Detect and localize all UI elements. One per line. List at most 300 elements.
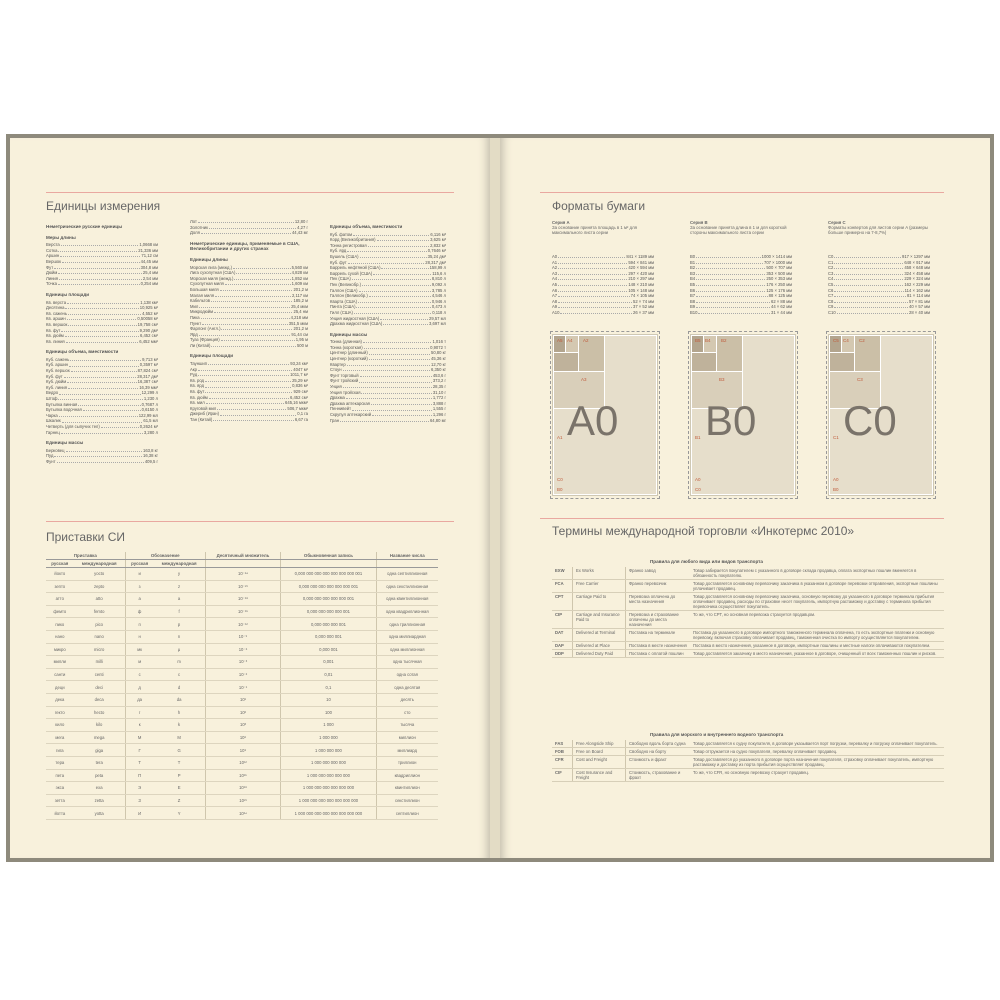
dot-leader — [558, 288, 627, 292]
dot-leader — [62, 418, 143, 422]
paper-size-label: C1 — [833, 435, 839, 440]
unit-name: A5 — [552, 281, 558, 287]
prefix-cell-rs: м — [125, 656, 153, 669]
unit-value: 163,8 кг — [142, 447, 158, 453]
paper-size-label: B0 — [833, 487, 839, 492]
prefix-cell-name: десять — [376, 693, 438, 706]
dot-leader — [64, 374, 137, 378]
unit-name: Кварта (США) — [330, 298, 357, 304]
dot-leader — [347, 248, 427, 252]
dot-leader — [209, 225, 296, 229]
unit-name: B8 — [690, 298, 696, 304]
incoterm-row — [552, 629, 944, 642]
unit-name: Кв. линия — [46, 338, 65, 344]
dot-leader — [61, 328, 138, 332]
dot-leader — [67, 379, 137, 383]
prefix-cell-rs: а — [125, 593, 153, 606]
unit-value: 31 × 44 мм — [770, 309, 792, 315]
prefix-cell-intl: milli — [74, 656, 126, 669]
prefix-cell-m: 10¹⁸ — [205, 782, 281, 795]
paper-series-desc: За основание принята площадь в 1 м² для максимального листа серии — [552, 225, 637, 235]
unit-value: 4,546 л — [431, 293, 446, 299]
prefix-row — [46, 756, 438, 769]
prefix-cell-w: 0,000 000 000 001 — [281, 618, 376, 631]
paper-size-label: B5 — [695, 338, 701, 343]
dot-leader — [558, 299, 632, 303]
prefix-cell-m: 10⁻²¹ — [205, 580, 281, 593]
subheading: Единицы объема, вместимости — [330, 224, 403, 229]
prefix-cell-ru: зетта — [46, 794, 74, 807]
unit-name: Кв. фут — [46, 327, 61, 333]
unit-name: Фунт торговый — [330, 372, 359, 378]
incoterm-row — [552, 756, 944, 769]
unit-value: 324 × 458 мм — [904, 270, 930, 276]
unit-name: Кв. фут — [190, 389, 205, 395]
unit-name: Золотник — [190, 224, 208, 230]
unit-value: 62 × 88 мм — [770, 298, 792, 304]
prefix-cell-rs: и — [125, 568, 153, 581]
dot-leader — [377, 237, 430, 241]
paper-size-label: C0 — [695, 487, 701, 492]
subheading: Единицы площади — [46, 291, 90, 297]
unit-name: Ли (Китай) — [190, 342, 211, 348]
unit-value: 707 × 1000 мм — [764, 259, 792, 265]
unit-value: 409,5 г — [144, 458, 158, 464]
unit-name: C2 — [828, 265, 834, 271]
unit-name: B1 — [690, 259, 696, 265]
unit-name: A6 — [552, 287, 558, 293]
unit-name: C0 — [828, 254, 834, 259]
unit-name: Джериб (Иран) — [190, 411, 219, 417]
prefix-cell-ru: тера — [46, 756, 74, 769]
unit-name: Куб. линия — [46, 384, 68, 390]
paper-size-label: C0 — [557, 477, 563, 482]
unit-name: Микродюйм — [190, 309, 214, 315]
prefix-cell-rs: з — [125, 580, 153, 593]
unit-value: 3,280 л — [143, 429, 158, 435]
paper-size-label: A0 — [695, 477, 701, 482]
subheading: Единицы массы — [330, 331, 368, 337]
intl-subheader: международная — [74, 560, 126, 568]
unit-value: 4047 м² — [293, 366, 308, 372]
prefix-cell-rs: к — [125, 719, 153, 732]
unit-value: 25,4 мм — [142, 270, 158, 276]
shorthand-header: Обыкновенная запись — [281, 552, 376, 560]
prefix-row — [46, 568, 438, 581]
unit-name: Драхма жидкостная (США) — [330, 321, 383, 327]
dot-leader — [696, 282, 765, 286]
dot-leader — [78, 402, 140, 406]
dot-leader — [66, 448, 142, 452]
dot-leader — [198, 372, 289, 376]
incoterm-russian: Перевозка оплачена до места назначения — [626, 593, 691, 611]
unit-name: B9 — [690, 304, 696, 310]
prefix-cell-ru: микро — [46, 643, 74, 656]
unit-value: 3,888 г — [432, 400, 446, 406]
prefix-cell-m: 10⁻⁶ — [205, 643, 281, 656]
prefix-cell-w: 1 000 000 000 000 000 000 000 — [281, 794, 376, 807]
prefix-row — [46, 630, 438, 643]
unit-name: Куб. сажень — [46, 356, 70, 362]
unit-name: Куб. фут — [46, 373, 63, 379]
dot-leader — [834, 276, 903, 280]
unit-value: 148 × 210 мм — [628, 281, 654, 287]
paper-series-head — [828, 220, 932, 235]
incoterm-code: FCA — [552, 580, 573, 593]
prefix-row — [46, 731, 438, 744]
unit-name: Кв. ярд — [190, 383, 204, 389]
prefix-cell-rs: п — [125, 618, 153, 631]
dot-leader — [696, 254, 761, 258]
unit-value: 29,57 мл — [429, 315, 446, 321]
prefix-cell-m: 10¹² — [205, 756, 281, 769]
dot-leader — [834, 265, 903, 269]
unit-value: 6,67 га — [294, 417, 308, 422]
prefix-cell-w: 1 000 000 — [281, 731, 376, 744]
unit-value: 0,1 га — [297, 411, 308, 417]
intl-subheader: международная — [154, 560, 206, 568]
prefix-cell-intl: deci — [74, 681, 126, 694]
dot-leader — [65, 333, 139, 337]
unit-name: Штоф — [46, 396, 58, 402]
unit-name: Куб. вершок — [46, 368, 70, 374]
unit-name: Лот — [190, 219, 197, 224]
prefix-cell-w: 100 — [281, 706, 376, 719]
incoterm-english: Ex Works — [573, 567, 626, 580]
unit-name: A4 — [552, 276, 558, 282]
unit-value: 210 × 297 мм — [628, 276, 654, 282]
incoterm-russian: Стоимость, страхование и фрахт — [626, 769, 691, 782]
unit-value: 0,6150 л — [141, 407, 158, 413]
dot-leader — [205, 389, 292, 393]
prefix-row — [46, 580, 438, 593]
unit-value: 458 × 648 мм — [904, 265, 930, 271]
dot-leader — [698, 310, 770, 314]
unit-name: Большая миля — [190, 286, 219, 292]
unit-name: Стоун — [330, 367, 342, 373]
dot-leader — [70, 357, 141, 361]
prefix-cell-intl: exa — [74, 782, 126, 795]
incoterms-group1-heading: Правила для любого вида или видов транспорта — [650, 559, 763, 564]
prefix-cell-rs: И — [125, 807, 153, 820]
dot-leader — [834, 299, 908, 303]
subheading: Единицы массы — [46, 440, 84, 446]
dot-leader — [359, 378, 432, 382]
prefix-cell-w: 0,1 — [281, 681, 376, 694]
prefix-cell-name: септиллион — [376, 807, 438, 820]
dot-leader — [59, 390, 140, 394]
unit-value: 6,350 кг — [430, 367, 446, 373]
unit-value: 0,946 л — [431, 298, 446, 304]
unit-name: Сухопутная миля — [190, 281, 224, 287]
prefix-cell-w: 1 000 000 000 000 000 — [281, 769, 376, 782]
dot-leader — [369, 350, 430, 354]
dot-leader — [347, 362, 430, 366]
incoterm-english: Cost and Freight — [573, 756, 626, 769]
prefix-cell-w: 10 — [281, 693, 376, 706]
unit-name: Пеннивейт — [330, 406, 352, 412]
prefix-cell-name: триллион — [376, 756, 438, 769]
prefix-cell-is: Y — [154, 807, 206, 820]
unit-name: B7 — [690, 293, 696, 299]
incoterm-code: CFR — [552, 756, 573, 769]
unit-name: Точка — [46, 281, 57, 287]
incoterm-description: То же, что CFR, но основную перевозку страхует продавец. — [690, 769, 944, 782]
prefix-cell-is: P — [154, 769, 206, 782]
prefixes-title: Приставки СИ — [46, 530, 125, 544]
unit-value: 93,24 км² — [290, 361, 308, 367]
unit-value: 12,299 л — [141, 390, 158, 396]
prefix-cell-ru: экса — [46, 782, 74, 795]
dot-leader — [236, 270, 290, 274]
unit-name: C6 — [828, 287, 834, 293]
prefix-cell-name: одна триллионная — [376, 618, 438, 631]
dot-leader — [58, 248, 137, 252]
prefix-cell-ru: нано — [46, 630, 74, 643]
page-spine — [490, 138, 500, 858]
prefix-cell-name: одна десятая — [376, 681, 438, 694]
prefix-cell-rs: М — [125, 731, 153, 744]
dot-leader — [696, 304, 770, 308]
unit-row — [330, 321, 446, 327]
unit-value: 176 × 250 мм — [766, 281, 792, 287]
unit-name: Туаз (Франция) — [190, 337, 220, 343]
unit-value: 9,713 м³ — [142, 356, 158, 362]
unit-value: 0,3597 м³ — [139, 362, 158, 368]
unit-value: 158,99 л — [429, 265, 446, 271]
subheading: Меры длины — [46, 234, 76, 240]
prefix-cell-w: 0,000 001 — [281, 643, 376, 656]
incoterm-code: DDP — [552, 650, 573, 658]
unit-name: Четверть (для сыпучих тел) — [46, 424, 100, 429]
unit-value: 1011,7 м² — [290, 372, 308, 378]
unit-value: 74 × 105 мм — [630, 293, 654, 299]
unit-value: 28,317 дм³ — [425, 259, 446, 265]
prefix-row — [46, 719, 438, 732]
unit-name: Куб. фатом — [330, 231, 353, 237]
prefix-cell-rs: да — [125, 693, 153, 706]
unit-name: Шкалик — [46, 418, 61, 424]
prefix-cell-w: 0,000 000 000 000 000 000 000 001 — [281, 568, 376, 581]
prefix-cell-intl: nano — [74, 630, 126, 643]
dot-leader — [225, 281, 291, 285]
prefix-cell-is: k — [154, 719, 206, 732]
unit-name: Драхма аптекарская — [330, 400, 370, 406]
unit-value: 162 × 229 мм — [904, 281, 930, 287]
section-rule-right — [540, 518, 944, 519]
unit-value: 16,387 см³ — [137, 379, 158, 385]
unit-value: 453,6 г — [432, 372, 446, 378]
paper-series-desc: За основание принята длина в 1 м для короткой стороны максимального листа серии — [690, 225, 787, 235]
top-rule — [46, 192, 454, 193]
unit-name: Кабельтов — [190, 298, 211, 304]
paper-title: Форматы бумаги — [552, 199, 646, 213]
units-column-1 — [46, 219, 158, 465]
incoterm-row — [552, 611, 944, 629]
prefix-cell-is: m — [154, 656, 206, 669]
dot-leader — [560, 310, 632, 314]
unit-value: 0,9072 т — [430, 344, 446, 350]
prefix-cell-is: p — [154, 618, 206, 631]
prefix-cell-rs: н — [125, 630, 153, 643]
dot-leader — [343, 384, 432, 388]
unit-value: 304,8 мм — [140, 264, 158, 270]
dot-leader — [696, 260, 763, 264]
dot-leader — [208, 361, 289, 365]
dot-leader — [199, 304, 290, 308]
incoterm-description: То же, что CPT, но основная перевозка страхуется продавцом. — [690, 611, 944, 629]
unit-name: Берковец — [46, 447, 65, 453]
dot-leader — [221, 326, 292, 330]
dot-leader — [837, 310, 908, 314]
dot-leader — [205, 383, 291, 387]
incoterm-description: Товар доставляется к судну покупателя, в договоре указывается порт погрузки, перевалку и погрузку оплачивает покупатель. — [690, 740, 944, 748]
prefix-cell-rs: Э — [125, 782, 153, 795]
prefix-cell-rs: П — [125, 769, 153, 782]
unit-name: A7 — [552, 293, 558, 299]
unit-value: 0,2624 м³ — [139, 424, 158, 429]
dot-leader — [201, 230, 291, 234]
unit-value: 0,836 м² — [292, 383, 308, 389]
dot-leader — [834, 254, 901, 258]
dot-leader — [834, 304, 908, 308]
dot-leader — [58, 281, 140, 285]
unit-value: 6,452 см² — [139, 333, 158, 339]
dot-leader — [696, 288, 765, 292]
prefix-cell-name: секстиллион — [376, 794, 438, 807]
dot-leader — [369, 293, 431, 297]
unit-name: C1 — [828, 259, 834, 265]
prefix-cell-w: 0,000 000 000 000 001 — [281, 605, 376, 618]
dot-leader — [215, 293, 291, 297]
prefix-cell-rs: Т — [125, 756, 153, 769]
dot-leader — [696, 271, 765, 275]
prefix-cell-is: T — [154, 756, 206, 769]
prefix-cell-w: 0,01 — [281, 668, 376, 681]
unit-name: B5 — [690, 281, 696, 287]
dot-leader — [558, 276, 627, 280]
unit-value: 0,7687 л — [141, 401, 158, 407]
prefix-row — [46, 807, 438, 820]
unit-value: 50,80 кг — [430, 350, 446, 356]
incoterm-russian: Франко завод — [626, 567, 691, 580]
dot-leader — [558, 254, 625, 258]
unit-value: 6,452 см² — [289, 394, 308, 400]
prefix-cell-name: квинтиллион — [376, 782, 438, 795]
incoterm-english: Free Carrier — [573, 580, 626, 593]
section-rule — [46, 521, 454, 522]
dot-leader — [71, 368, 137, 372]
prefix-cell-intl: deca — [74, 693, 126, 706]
incoterm-english: Free on Board — [573, 748, 626, 756]
paper-size-label: B4 — [705, 338, 711, 343]
incoterm-row — [552, 567, 944, 580]
unit-name: C10 — [828, 309, 836, 315]
prefix-cell-m: 10¹ — [205, 693, 281, 706]
prefix-cell-rs: д — [125, 681, 153, 694]
unit-value: 64,80 мг — [429, 417, 446, 423]
unit-name: Куб. ярд — [330, 248, 347, 254]
paper-size-label: C4 — [843, 338, 849, 343]
prefix-cell-ru: фемто — [46, 605, 74, 618]
unit-name: Бутылка винная — [46, 401, 78, 407]
unit-value: 594 × 841 мм — [628, 259, 654, 265]
unit-name: Тан (Китай) — [190, 417, 213, 422]
prefix-cell-intl: giga — [74, 744, 126, 757]
paper-size-label: C2 — [859, 338, 865, 343]
dot-leader — [834, 271, 903, 275]
unit-name: Корд (Великобритания) — [330, 237, 376, 243]
unit-name: Тонна регистровая — [330, 242, 367, 248]
unit-value: 21,336 мм — [138, 247, 158, 253]
unit-value: 1,95 м — [295, 337, 308, 343]
dot-leader — [360, 254, 427, 258]
unit-value: 125 × 176 мм — [766, 287, 792, 293]
unit-name: C7 — [828, 293, 834, 299]
dot-leader — [54, 453, 142, 457]
dot-leader — [346, 395, 432, 399]
prefix-cell-m: 10²⁴ — [205, 807, 281, 820]
top-rule-right — [540, 192, 944, 193]
paper-size-list — [552, 254, 654, 316]
unit-value: 25,29 м² — [292, 377, 308, 383]
prefix-cell-is: z — [154, 580, 206, 593]
unit-name: C3 — [828, 270, 834, 276]
prefix-cell-rs: Г — [125, 744, 153, 757]
unit-value: 2,832 м³ — [430, 242, 446, 248]
unit-value: 0,50058 м² — [137, 316, 158, 322]
unit-name: A1 — [552, 259, 558, 265]
unit-name: Морская лига (межд.) — [190, 264, 233, 270]
unit-value: 0,118 л — [432, 309, 446, 315]
unit-name: B3 — [690, 270, 696, 276]
units-column-3 — [330, 219, 446, 423]
incoterm-description: Поставка до указанного в договоре импортного таможенного терминала оплачена, то есть экспортные платежи и основную перевозку, включая страховку оплачивает продавец, таможенная очистка по импорту осуществляется покупателем. — [690, 629, 944, 642]
dot-leader — [696, 265, 765, 269]
unit-value: 10,925 м² — [139, 305, 158, 311]
unit-name: Лига сухопутная (США) — [190, 270, 236, 276]
dot-leader — [343, 367, 430, 371]
prefix-cell-m: 10²¹ — [205, 794, 281, 807]
dot-leader — [58, 270, 142, 274]
dot-leader — [220, 411, 296, 415]
prefix-cell-intl: zetta — [74, 794, 126, 807]
unit-value: 87,824 см³ — [137, 368, 158, 374]
dot-leader — [369, 356, 430, 360]
unit-name: Баррель нефтяной (США) — [330, 265, 381, 271]
dot-leader — [60, 253, 140, 257]
prefix-cell-name: одна миллиардная — [376, 630, 438, 643]
prefix-cell-intl: atto — [74, 593, 126, 606]
dot-leader — [211, 343, 296, 347]
incoterm-russian: Перевозка и страхование оплачены до места назначения — [626, 611, 691, 629]
dot-leader — [206, 400, 284, 404]
prefix-cell-is: M — [154, 731, 206, 744]
dot-leader — [348, 260, 425, 264]
unit-value: 2,54 мм — [142, 275, 158, 281]
unit-name: Тауншип — [190, 361, 208, 367]
prefix-row — [46, 769, 438, 782]
dot-leader — [360, 373, 432, 377]
unit-value: 1,555 г — [432, 406, 446, 412]
incoterm-description: Поставка в место назначения, указанное в договоре, импортные пошлины и местные налоги оплачиваются покупателем. — [690, 642, 944, 650]
dot-leader — [353, 232, 429, 236]
unit-value: 35,24 дм³ — [427, 253, 446, 259]
unit-value: 26 × 37 мм — [632, 309, 654, 315]
prefix-cell-rs: З — [125, 794, 153, 807]
paper-size-big-label: C0 — [843, 397, 897, 444]
dot-leader — [83, 407, 141, 411]
